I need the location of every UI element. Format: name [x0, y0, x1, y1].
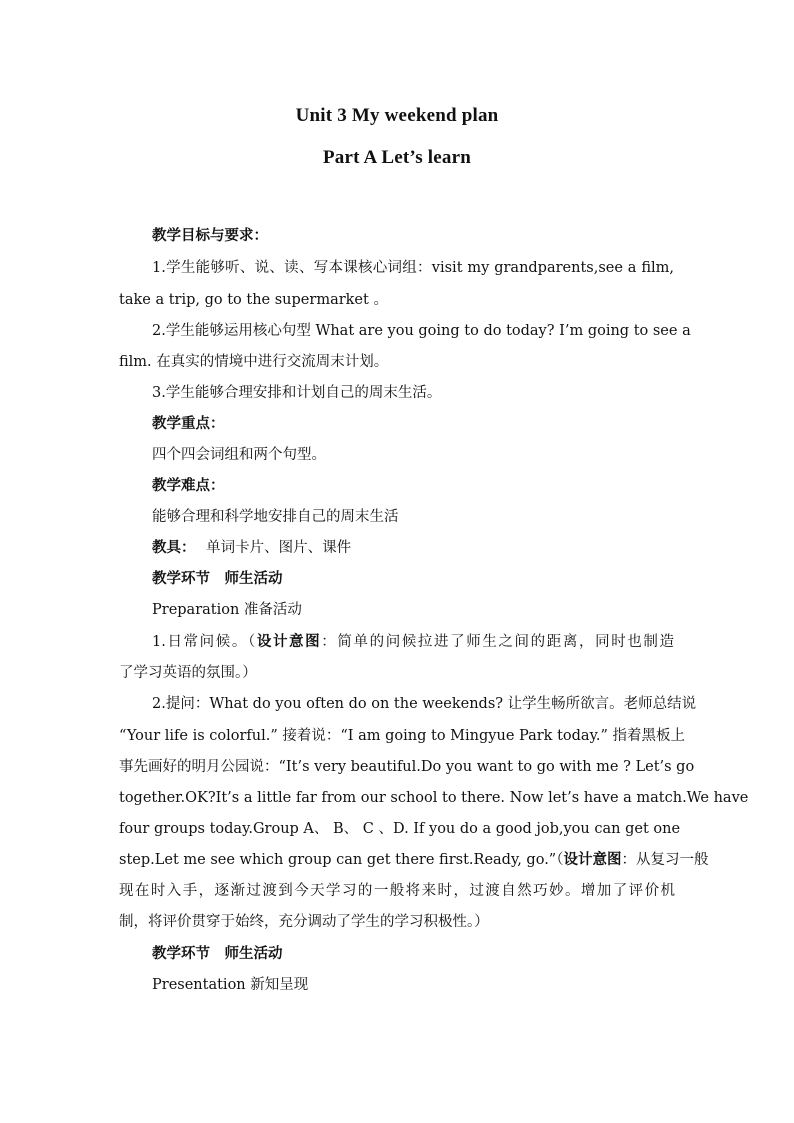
step-2-line-3: 事先画好的明月公园说：“It’s very beautiful.Do you want to go with me ? Let’s go [119, 759, 695, 775]
goal-2-line-1: 2.学生能够运用核心句型 What are you going to do today? I’m going to see a [152, 323, 691, 339]
step-1-line-2: 了学习英语的氛围。） [119, 665, 257, 681]
presentation-label: Presentation 新知呈现 [152, 977, 309, 993]
goal-3: 3.学生能够合理安排和计划自己的周末生活。 [152, 385, 442, 401]
step-2-line-1: 2.提问：What do you often do on the weekends? 让学生畅所欲言。老师总结说 [152, 696, 697, 712]
goal-1-line-2: take a trip, go to the supermarket 。 [119, 292, 388, 308]
key-points-heading: 教学重点： [152, 415, 225, 432]
step-1-line-1: 1.日常问候。（设计意图：简单的问候拉进了师生之间的距离，同时也制造 [152, 633, 675, 650]
step-2-line-4: together.OK?It’s a little far from our school to there. Now let’s have a match.We have [119, 790, 749, 806]
difficult-points-heading: 教学难点： [152, 477, 225, 494]
teaching-tools [152, 538, 351, 558]
step-2-line-6: step.Let me see which group can get there first.Ready, go.”（设计意图：从复习一般 [119, 851, 709, 868]
stage-heading-2: 教学环节 师生活动 [152, 945, 283, 962]
goal-1-line-1: 1.学生能够听、说、读、写本课核心词组：visit my grandparents,see a film, [152, 260, 674, 276]
key-points-text: 四个四会词组和两个句型。 [152, 447, 326, 463]
document-subtitle: Part A Let’s learn [322, 147, 471, 168]
tools-text: 单词卡片、图片、课件 [206, 540, 352, 556]
document-title: Unit 3 My weekend plan [295, 105, 499, 126]
step-2-line-7: 现在时入手，逐渐过渡到今天学习的一般将来时，过渡自然巧妙。增加了评价机 [119, 883, 675, 899]
difficult-points-text: 能够合理和科学地安排自己的周末生活 [152, 509, 399, 525]
preparation-label: Preparation 准备活动 [152, 602, 302, 618]
goal-2-line-2: film. 在真实的情境中进行交流周末计划。 [119, 354, 389, 370]
stage-heading-1: 教学环节 师生活动 [152, 570, 283, 587]
design-intent-label: 设计意图 [256, 633, 322, 650]
tools-label: 教具： [152, 539, 196, 556]
goals-heading: 教学目标与要求： [152, 227, 268, 244]
design-intent-label: 设计意图 [563, 851, 622, 868]
step-2-line-2: “Your life is colorful.” 接着说：“I am going to Mingyue Park today.” 指着黑板上 [119, 728, 685, 744]
step-2-line-8: 制，将评价贯穿于始终，充分调动了学生的学习积极性。） [119, 914, 489, 930]
step-2-line-5: four groups today.Group A、 B、 C 、D. If you do a good job,you can get one [119, 821, 681, 837]
